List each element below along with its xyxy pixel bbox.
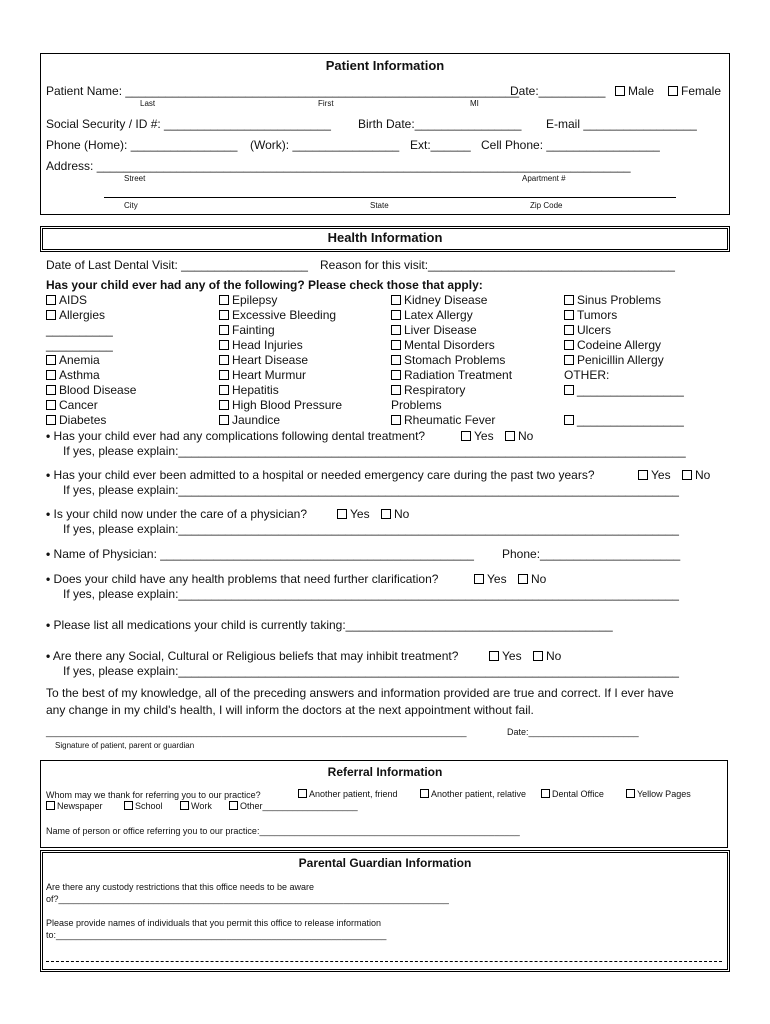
condition-label: Penicillin Allergy xyxy=(577,353,664,367)
option-label: Work xyxy=(191,801,212,811)
city-state-zip-line[interactable] xyxy=(104,197,676,198)
checkbox[interactable] xyxy=(391,370,401,380)
checkbox[interactable] xyxy=(420,789,429,798)
question-text: Does your child have any health problems that need further clarification? xyxy=(53,572,439,586)
condition-high-blood-pressure[interactable] xyxy=(219,398,342,412)
condition-label: Kidney Disease xyxy=(404,293,488,307)
checkbox[interactable] xyxy=(46,310,56,320)
bullet: • xyxy=(46,649,51,663)
yes-label: Yes xyxy=(350,507,370,521)
condition-label: Heart Murmur xyxy=(232,368,307,382)
condition-label: Latex Allergy xyxy=(404,308,473,322)
condition-label: Blood Disease xyxy=(59,383,137,397)
condition-label: Diabetes xyxy=(59,413,107,427)
q4-yes[interactable] xyxy=(474,572,507,586)
condition-label: Head Injuries xyxy=(232,338,303,352)
option-label: Another patient, relative xyxy=(431,789,527,799)
yes-checkbox[interactable] xyxy=(489,651,499,661)
condition-cancer[interactable] xyxy=(46,398,98,412)
checkbox[interactable] xyxy=(391,415,401,425)
ref-another-patient-friend[interactable] xyxy=(298,789,398,799)
checkbox[interactable] xyxy=(564,325,574,335)
question-hospital xyxy=(46,468,595,482)
checkbox[interactable] xyxy=(46,385,56,395)
q5-no[interactable] xyxy=(533,649,561,663)
ref-other[interactable] xyxy=(229,801,358,811)
condition-label: Codeine Allergy xyxy=(577,338,662,352)
checkbox[interactable] xyxy=(564,355,574,365)
checkbox[interactable] xyxy=(219,400,229,410)
release-question-line-1: Please provide names of individuals that you permit this office to release information xyxy=(46,918,382,928)
patient-name-field[interactable]: Patient Name: ___________________________________________________________ xyxy=(46,84,520,98)
condition-mental-disorders[interactable] xyxy=(391,338,495,352)
q4-explain-field[interactable]: If yes, please explain:___________________________________________________________________________ xyxy=(63,587,679,601)
checkbox[interactable] xyxy=(46,295,56,305)
bullet: • xyxy=(46,468,51,482)
q2-yes[interactable] xyxy=(638,468,671,482)
condition-label: Mental Disorders xyxy=(404,338,495,352)
q5-yes[interactable] xyxy=(489,649,522,663)
checkbox[interactable] xyxy=(391,310,401,320)
checkbox[interactable] xyxy=(564,385,574,395)
female-checkbox[interactable] xyxy=(668,86,678,96)
condition-liver-disease[interactable] xyxy=(391,323,477,337)
other-blank[interactable]: ________________ xyxy=(577,413,684,427)
condition-asthma[interactable] xyxy=(46,368,100,382)
yes-checkbox[interactable] xyxy=(461,431,471,441)
referral-question: Whom may we thank for referring you to our practice? xyxy=(46,790,261,800)
phone-home-field[interactable]: Phone (Home): ________________ xyxy=(46,138,238,152)
bullet: • xyxy=(46,572,51,586)
condition-diabetes[interactable] xyxy=(46,413,106,427)
checkbox[interactable] xyxy=(180,801,189,810)
condition-label: High Blood Pressure xyxy=(232,398,343,412)
no-label: No xyxy=(518,429,534,443)
checkbox[interactable] xyxy=(229,801,238,810)
referrer-name-field[interactable]: Name of person or office referring you to our practice:____________________________________________________ xyxy=(46,826,520,836)
ref-work[interactable] xyxy=(180,801,212,811)
q3-no[interactable] xyxy=(381,507,409,521)
birth-date-field[interactable]: Birth Date:________________ xyxy=(358,117,522,131)
no-label: No xyxy=(695,468,711,482)
yes-label: Yes xyxy=(651,468,671,482)
apartment-label: Apartment # xyxy=(522,174,566,183)
condition-kidney-disease[interactable] xyxy=(391,293,487,307)
condition-epilepsy[interactable] xyxy=(219,293,277,307)
yes-label: Yes xyxy=(474,429,494,443)
bullet: • xyxy=(46,618,51,632)
guardian-information-title: Parental Guardian Information xyxy=(298,856,472,870)
q2-explain-field[interactable]: If yes, please explain:___________________________________________________________________________ xyxy=(63,483,679,497)
no-checkbox[interactable] xyxy=(682,470,692,480)
bullet: • xyxy=(46,507,51,521)
email-field[interactable]: E-mail _________________ xyxy=(546,117,697,131)
female-label: Female xyxy=(681,84,722,98)
condition-label: Anemia xyxy=(59,353,100,367)
checkbox[interactable] xyxy=(564,415,574,425)
reason-for-visit-field[interactable]: Reason for this visit:_____________________________________ xyxy=(320,258,675,272)
condition-fainting[interactable] xyxy=(219,323,275,337)
checkbox[interactable] xyxy=(46,415,56,425)
checkbox[interactable] xyxy=(391,295,401,305)
condition-label: Radiation Treatment xyxy=(404,368,513,382)
checkbox[interactable] xyxy=(391,355,401,365)
option-label: Dental Office xyxy=(552,789,604,799)
condition-label: Rheumatic Fever xyxy=(404,413,496,427)
option-label[interactable]: Other___________________ xyxy=(240,801,358,811)
condition-label: Cancer xyxy=(59,398,98,412)
checkbox[interactable] xyxy=(564,340,574,350)
statement-line-2: any change in my child's health, I will inform the doctors at the next appointment without fail. xyxy=(46,703,534,717)
last-label: Last xyxy=(140,99,156,108)
condition-anemia[interactable] xyxy=(46,353,100,367)
condition-label: Liver Disease xyxy=(404,323,477,337)
condition-allergies[interactable] xyxy=(46,308,105,322)
condition-tumors[interactable] xyxy=(564,308,617,322)
male-checkbox[interactable] xyxy=(615,86,625,96)
male-option[interactable] xyxy=(615,84,654,98)
no-label: No xyxy=(394,507,410,521)
last-dental-visit-field[interactable]: Date of Last Dental Visit: ___________________ xyxy=(46,258,308,272)
first-label: First xyxy=(318,99,334,108)
condition-label: Stomach Problems xyxy=(404,353,506,367)
condition-ulcers[interactable] xyxy=(564,323,611,337)
yes-checkbox[interactable] xyxy=(474,574,484,584)
condition-label: Fainting xyxy=(232,323,275,337)
ext-field[interactable]: Ext:______ xyxy=(410,138,471,152)
male-label: Male xyxy=(628,84,655,98)
q4-no[interactable] xyxy=(518,572,546,586)
referral-information-title: Referral Information xyxy=(327,765,443,779)
patient-information-title: Patient Information xyxy=(325,58,445,73)
yes-label: Yes xyxy=(487,572,507,586)
condition-label: Allergies xyxy=(59,308,106,322)
condition-label: Respiratory xyxy=(404,383,466,397)
ref-school[interactable] xyxy=(124,801,163,811)
condition-rheumatic-fever[interactable] xyxy=(391,413,495,427)
condition-blood-disease[interactable] xyxy=(46,383,136,397)
ref-yellow-pages[interactable] xyxy=(626,789,691,799)
checkbox[interactable] xyxy=(391,385,401,395)
condition-latex-allergy[interactable] xyxy=(391,308,473,322)
other-label: OTHER: xyxy=(564,368,610,382)
no-label: No xyxy=(546,649,562,663)
ref-newspaper[interactable] xyxy=(46,801,103,811)
no-checkbox[interactable] xyxy=(518,574,528,584)
other-condition-2[interactable] xyxy=(564,413,684,427)
bullet: • xyxy=(46,547,51,561)
custody-question-line-1: Are there any custody restrictions that this office needs to be aware xyxy=(46,882,314,892)
address-field[interactable]: Address: ________________________________________________________________________________ xyxy=(46,159,631,173)
custody-answer-field[interactable]: of?______________________________________________________________________________ xyxy=(46,894,449,904)
checkbox[interactable] xyxy=(219,340,229,350)
condition-heart-disease[interactable] xyxy=(219,353,308,367)
checkbox[interactable] xyxy=(46,370,56,380)
condition-label: Tumors xyxy=(577,308,618,322)
checkbox[interactable] xyxy=(219,415,229,425)
checkbox[interactable] xyxy=(124,801,133,810)
no-label: No xyxy=(531,572,547,586)
ref-dental-office[interactable] xyxy=(541,789,604,799)
yes-checkbox[interactable] xyxy=(337,509,347,519)
date-field[interactable]: Date:__________ xyxy=(510,84,606,98)
cell-phone-field[interactable]: Cell Phone: _________________ xyxy=(481,138,660,152)
condition-label: AIDS xyxy=(59,293,88,307)
signature-label: Signature of patient, parent or guardian xyxy=(55,741,195,750)
no-checkbox[interactable] xyxy=(381,509,391,519)
question-physician-care xyxy=(46,507,307,521)
condition-label: Heart Disease xyxy=(232,353,309,367)
checkbox[interactable] xyxy=(391,340,401,350)
condition-head-injuries[interactable] xyxy=(219,338,303,352)
female-option[interactable] xyxy=(668,84,721,98)
condition-respiratory[interactable] xyxy=(391,383,465,397)
checkbox[interactable] xyxy=(219,370,229,380)
checkbox[interactable] xyxy=(219,385,229,395)
medications-text[interactable]: Please list all medications your child is currently taking:________________________________________ xyxy=(53,618,613,632)
checkbox[interactable] xyxy=(46,355,56,365)
condition-stomach-problems[interactable] xyxy=(391,353,505,367)
condition-radiation-treatment[interactable] xyxy=(391,368,512,382)
condition-label: Sinus Problems xyxy=(577,293,662,307)
question-text: Has your child ever been admitted to a hospital or needed emergency care during the past two years? xyxy=(53,468,595,482)
checkbox[interactable] xyxy=(391,325,401,335)
option-label: Another patient, friend xyxy=(309,789,398,799)
question-beliefs xyxy=(46,649,458,663)
release-answer-field[interactable]: to:__________________________________________________________________ xyxy=(46,930,387,940)
zip-label: Zip Code xyxy=(530,201,563,210)
option-label: Yellow Pages xyxy=(637,789,691,799)
checkbox[interactable] xyxy=(219,295,229,305)
question-text: Is your child now under the care of a physician? xyxy=(53,507,308,521)
condition-penicillin-allergy[interactable] xyxy=(564,353,664,367)
signature-line[interactable]: ____________________________________________________________________________________ xyxy=(46,727,467,737)
condition-label: Epilepsy xyxy=(232,293,278,307)
checkbox[interactable] xyxy=(219,310,229,320)
guardian-bottom-line[interactable] xyxy=(46,961,722,962)
option-label: Newspaper xyxy=(57,801,103,811)
physician-name-text[interactable]: Name of Physician: _______________________________________________ xyxy=(53,547,474,561)
condition-jaundice[interactable] xyxy=(219,413,280,427)
question-text: Has your child ever had any complications following dental treatment? xyxy=(53,429,426,443)
other-blank[interactable]: ________________ xyxy=(577,383,684,397)
statement-line-1: To the best of my knowledge, all of the preceding answers and information provided are true and correct. If I ever have xyxy=(46,686,674,700)
question-complications xyxy=(46,429,425,443)
q1-yes[interactable] xyxy=(461,429,494,443)
bullet: • xyxy=(46,429,51,443)
patient-information-section xyxy=(40,53,730,215)
yes-label: Yes xyxy=(502,649,522,663)
q3-explain-field[interactable]: If yes, please explain:___________________________________________________________________________ xyxy=(63,522,679,536)
phone-work-field[interactable]: (Work): ________________ xyxy=(250,138,400,152)
condition-label: Hepatitis xyxy=(232,383,279,397)
allergies-blank-2[interactable]: __________ xyxy=(46,338,113,352)
condition-excessive-bleeding[interactable] xyxy=(219,308,336,322)
other-condition-1[interactable] xyxy=(564,383,684,397)
q2-no[interactable] xyxy=(682,468,710,482)
question-text: Are there any Social, Cultural or Religious beliefs that may inhibit treatment? xyxy=(52,649,459,663)
q3-yes[interactable] xyxy=(337,507,370,521)
condition-sinus-problems[interactable] xyxy=(564,293,661,307)
no-checkbox[interactable] xyxy=(533,651,543,661)
physician-phone-field[interactable]: Phone:_____________________ xyxy=(502,547,681,561)
yes-checkbox[interactable] xyxy=(638,470,648,480)
condition-hepatitis[interactable] xyxy=(219,383,279,397)
state-label: State xyxy=(370,201,389,210)
checkbox[interactable] xyxy=(564,295,574,305)
respiratory-problems-label: Problems xyxy=(391,398,442,412)
checkbox[interactable] xyxy=(219,355,229,365)
medications-field[interactable] xyxy=(46,618,613,632)
option-label: School xyxy=(135,801,163,811)
no-checkbox[interactable] xyxy=(505,431,515,441)
q1-explain-field[interactable]: If yes, please explain:____________________________________________________________________________ xyxy=(63,444,686,458)
physician-name-field[interactable] xyxy=(46,547,474,561)
mi-label: MI xyxy=(470,99,479,108)
condition-label: Ulcers xyxy=(577,323,612,337)
checkbox[interactable] xyxy=(219,325,229,335)
checkbox[interactable] xyxy=(541,789,550,798)
city-label: City xyxy=(124,201,138,210)
q5-explain-field[interactable]: If yes, please explain:___________________________________________________________________________ xyxy=(63,664,679,678)
checkbox[interactable] xyxy=(626,789,635,798)
conditions-question: Has your child ever had any of the following? Please check those that apply: xyxy=(46,278,483,292)
condition-label: Asthma xyxy=(59,368,100,382)
allergies-blank-1[interactable]: __________ xyxy=(46,323,113,337)
ssn-field[interactable]: Social Security / ID #: _________________________ xyxy=(46,117,331,131)
checkbox[interactable] xyxy=(46,801,55,810)
condition-label: Jaundice xyxy=(232,413,281,427)
question-clarification xyxy=(46,572,438,586)
condition-codeine-allergy[interactable] xyxy=(564,338,661,352)
condition-label: Excessive Bleeding xyxy=(232,308,337,322)
condition-heart-murmur[interactable] xyxy=(219,368,306,382)
condition-aids[interactable] xyxy=(46,293,87,307)
checkbox[interactable] xyxy=(46,400,56,410)
q1-no[interactable] xyxy=(505,429,533,443)
ref-another-patient-relative[interactable] xyxy=(420,789,526,799)
checkbox[interactable] xyxy=(298,789,307,798)
health-information-title: Health Information xyxy=(327,230,443,245)
signature-date-field[interactable]: Date:______________________ xyxy=(507,727,639,737)
checkbox[interactable] xyxy=(564,310,574,320)
street-label: Street xyxy=(124,174,146,183)
